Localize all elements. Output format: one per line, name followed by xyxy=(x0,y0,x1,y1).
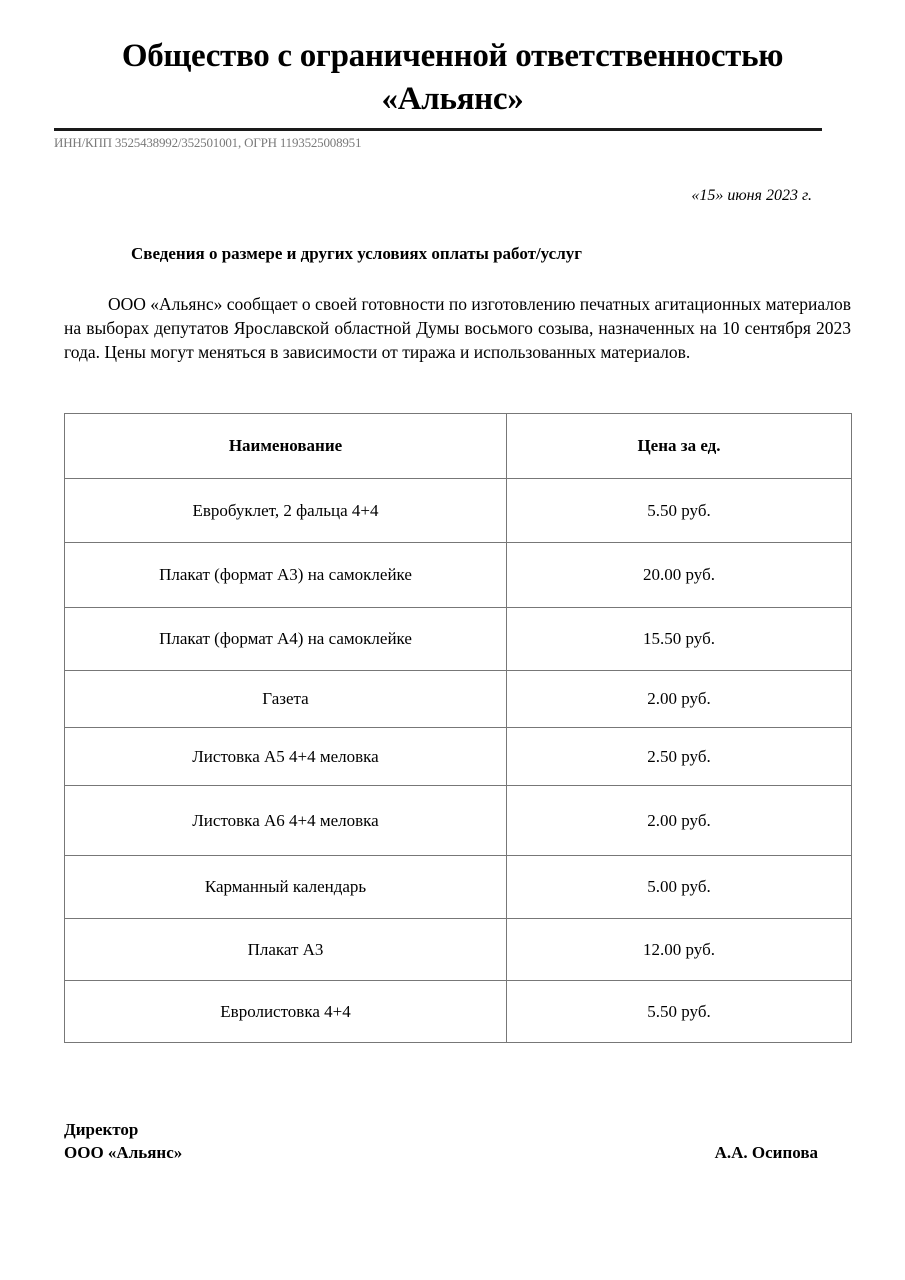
item-name: Плакат А3 xyxy=(65,919,507,981)
item-name: Листовка А6 4+4 меловка xyxy=(65,786,507,856)
company-title-line2: «Альянс» xyxy=(381,81,524,117)
body-paragraph: ООО «Альянс» сообщает о своей готовности по изготовлению печатных агитационных материалов на выборах депутатов Ярославской областной Думы восьмого созыва, назначенных на 10 сентября 2023 года. Цены могут меняться в зависимости от тиража и использованных материалов. xyxy=(64,294,851,362)
item-price: 5.50 руб. xyxy=(507,981,852,1043)
item-price: 12.00 руб. xyxy=(507,919,852,981)
table-header-row xyxy=(65,414,852,479)
table-row xyxy=(65,856,852,919)
item-name: Листовка А5 4+4 меловка xyxy=(65,728,507,786)
document-date: «15» июня 2023 г. xyxy=(691,187,812,204)
company-requisites: ИНН/КПП 3525438992/352501001, ОГРН 1193525008951 xyxy=(54,135,362,150)
item-price: 20.00 руб. xyxy=(507,543,852,608)
company-title-line1: Общество с ограниченной ответственностью xyxy=(121,38,784,74)
table-row xyxy=(65,981,852,1043)
item-price: 2.00 руб. xyxy=(507,671,852,728)
document-heading: Сведения о размере и других условиях оплаты работ/услуг xyxy=(131,244,582,263)
table-row xyxy=(65,919,852,981)
column-header-price: Цена за ед. xyxy=(507,414,852,479)
signature-position: Директор xyxy=(64,1120,139,1139)
item-name: Евролистовка 4+4 xyxy=(65,981,507,1043)
header-divider xyxy=(54,128,822,131)
table-row xyxy=(65,671,852,728)
table-row xyxy=(65,608,852,671)
item-price: 5.50 руб. xyxy=(507,479,852,543)
table-row xyxy=(65,728,852,786)
item-name: Газета xyxy=(65,671,507,728)
price-table xyxy=(64,413,852,1043)
item-price: 2.00 руб. xyxy=(507,786,852,856)
item-price: 15.50 руб. xyxy=(507,608,852,671)
signature-name: А.А. Осипова xyxy=(714,1143,818,1162)
table-row xyxy=(65,479,852,543)
item-name: Евробуклет, 2 фальца 4+4 xyxy=(65,479,507,543)
column-header-name: Наименование xyxy=(65,414,507,479)
item-name: Карманный календарь xyxy=(65,856,507,919)
item-name: Плакат (формат А3) на самоклейке xyxy=(65,543,507,608)
item-name: Плакат (формат А4) на самоклейке xyxy=(65,608,507,671)
item-price: 5.00 руб. xyxy=(507,856,852,919)
table-row xyxy=(65,543,852,608)
signature-organization: ООО «Альянс» xyxy=(64,1143,183,1162)
item-price: 2.50 руб. xyxy=(507,728,852,786)
table-row xyxy=(65,786,852,856)
